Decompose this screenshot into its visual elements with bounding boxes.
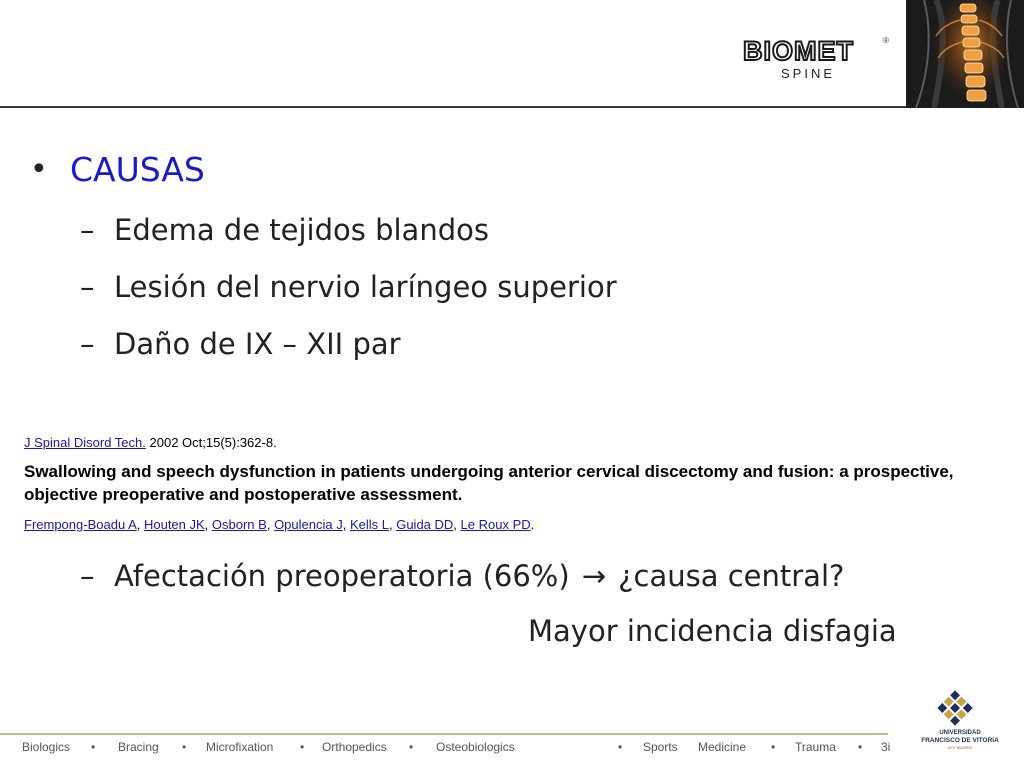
- footer-item-trauma: Trauma: [795, 740, 836, 754]
- sub-item-text: Edema de tejidos blandos: [114, 213, 489, 247]
- author-link[interactable]: Le Roux PD: [460, 517, 531, 532]
- sub-item: [80, 267, 617, 307]
- author-link[interactable]: Guida DD: [396, 517, 454, 532]
- footer-bar: [0, 736, 900, 760]
- citation-authors: Frempong-Boadu A, Houten JK, Osborn B, Opulencia J, Kells L, Guida DD, Le Roux PD.: [24, 517, 535, 532]
- bullet-heading: CAUSAS: [70, 150, 205, 189]
- conclusion-question: ¿causa central?: [618, 559, 845, 593]
- footer-item-medicine: Medicine: [698, 740, 747, 754]
- citation-title: Swallowing and speech dysfunction in patients undergoing anterior cervical discectomy and fusion: a prospective, objective preoperative and postoperative assessment.: [24, 462, 954, 504]
- university-name-line3: UFV MADRID: [947, 745, 973, 750]
- arrow-right-icon: →: [581, 559, 607, 593]
- footer-separator: •: [618, 740, 623, 754]
- footer-separator: •: [182, 740, 187, 754]
- footer-separator: •: [300, 740, 305, 754]
- dash-icon: –: [80, 559, 95, 593]
- author-link[interactable]: Osborn B: [211, 517, 267, 532]
- dash-icon: –: [80, 327, 95, 361]
- university-name-line1: UNIVERSIDAD: [939, 730, 981, 736]
- conclusion-text: Afectación preoperatoria (66%): [114, 559, 570, 593]
- author-link[interactable]: Houten JK: [143, 517, 205, 532]
- sub-item-text: Lesión del nervio laríngeo superior: [114, 270, 617, 304]
- sub-item: [80, 210, 489, 250]
- registered-mark: ®: [883, 36, 889, 45]
- dash-icon: –: [80, 270, 95, 304]
- footer-separator: •: [771, 740, 776, 754]
- sub-item: [80, 324, 401, 364]
- bullet-icon: •: [30, 152, 48, 187]
- university-logo: [918, 684, 1002, 768]
- citation-journal: [24, 434, 277, 452]
- footer-divider: [0, 733, 888, 735]
- footer-item-osteobiologics: Osteobiologics: [436, 740, 515, 754]
- journal-details: 2002 Oct;15(5):362-8.: [149, 435, 277, 450]
- dash-icon: –: [80, 213, 95, 247]
- footer-separator: •: [409, 740, 414, 754]
- conclusion-item: [80, 556, 844, 596]
- footer-item-sports: Sports: [643, 740, 678, 754]
- conclusion-followup: Mayor incidencia disfagia: [528, 614, 897, 648]
- journal-link[interactable]: J Spinal Disord Tech.: [24, 435, 146, 450]
- logo-subtitle: SPINE: [781, 66, 836, 81]
- author-link[interactable]: Kells L: [349, 517, 389, 532]
- footer-item-biologics: Biologics: [22, 740, 71, 754]
- university-name-line2: FRANCISCO DE VITORIA: [921, 737, 999, 744]
- sub-item-text: Daño de IX – XII par: [114, 327, 401, 361]
- footer-item-bracing: Bracing: [118, 740, 159, 754]
- footer-item-orthopedics: Orthopedics: [322, 740, 387, 754]
- logo-wordmark: BIOMET: [743, 36, 854, 66]
- footer-item-3i: 3i: [881, 740, 891, 754]
- university-emblem-icon: [918, 684, 1002, 730]
- footer-separator: •: [858, 740, 863, 754]
- author-link[interactable]: Opulencia J: [274, 517, 343, 532]
- footer-separator: •: [91, 740, 96, 754]
- footer-item-microfixation: Microfixation: [206, 740, 274, 754]
- author-link[interactable]: Frempong-Boadu A: [24, 517, 137, 532]
